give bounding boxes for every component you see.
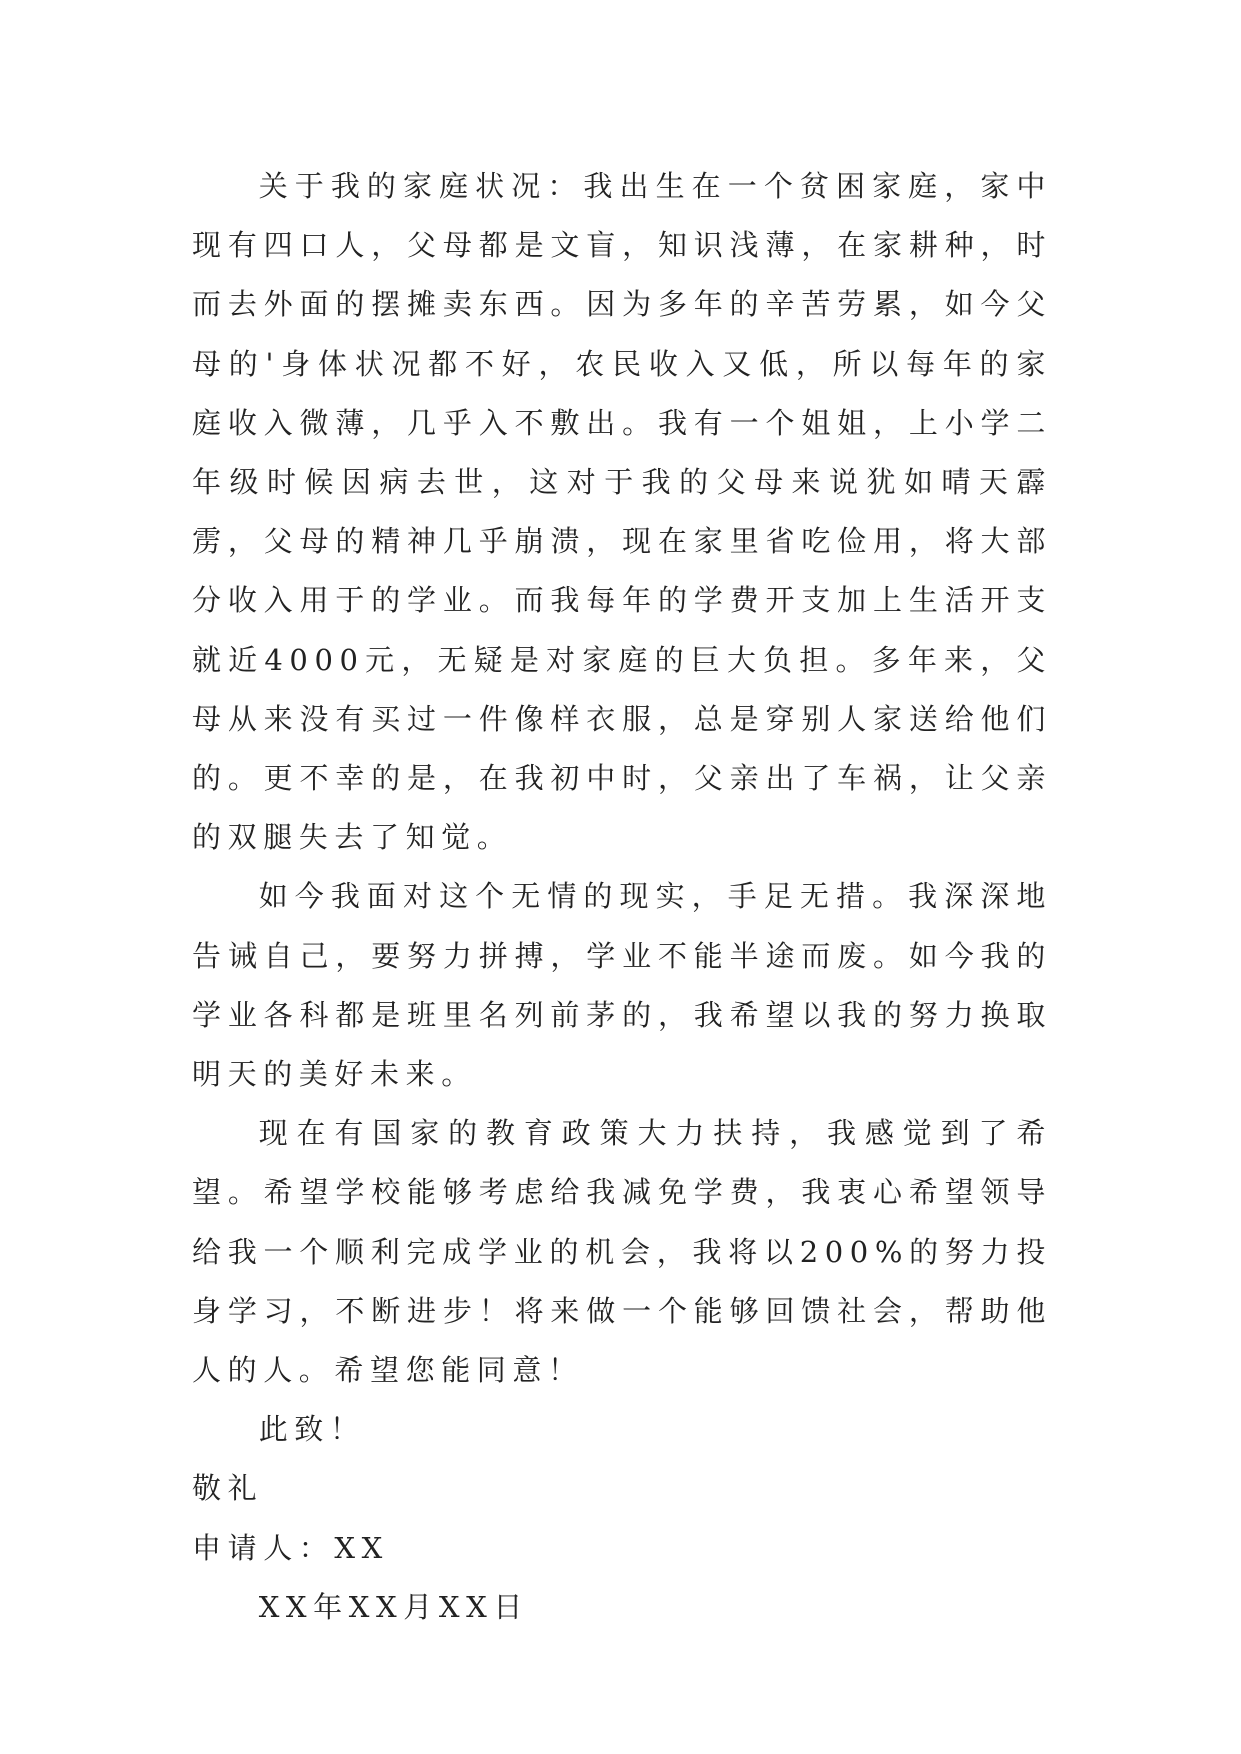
paragraph-determination: 如今我面对这个无情的现实，手足无措。我深深地告诫自己，要努力拼搏，学业不能半途而废。如今我的学业各科都是班里名列前茅的，我希望以我的努力换取明天的美好未来。 bbox=[192, 879, 1052, 1092]
paragraph-request: 现在有国家的教育政策大力扶持，我感觉到了希望。希望学校能够考虑给我减免学费，我衷心希望领导给我一个顺利完成学业的机会，我将以200%的努力投身学习，不断进步！将来做一个能够回馈社会，帮助他人的人。希望您能同意！ bbox=[192, 1116, 1052, 1388]
salutation: 敬礼 bbox=[192, 1471, 264, 1506]
paragraph-family-situation: 关于我的家庭状况：我出生在一个贫困家庭，家中现有四口人，父母都是文盲，知识浅薄，在家耕种，时而去外面的摆摊卖东西。因为多年的辛苦劳累，如今父母的'身体状况都不好，农民收入又低，所以每年的家庭收入微薄，几乎入不敷出。我有一个姐姐，上小学二年级时候因病去世，这对于我的父母来说犹如晴天霹雳，父母的精神几乎崩溃，现在家里省吃俭用，将大部分收入用于的学业。而我每年的学费开支加上生活开支就近4000元，无疑是对家庭的巨大负担。多年来，父母从来没有买过一件像样衣服，总是穿别人家送给他们的。更不幸的是，在我初中时，父亲出了车祸，让父亲的双腿失去了知觉。 bbox=[192, 169, 1052, 855]
document-page bbox=[192, 157, 1052, 1637]
applicant-line: 申请人：XX bbox=[192, 1530, 389, 1565]
closing-phrase: 此致！ bbox=[258, 1412, 366, 1447]
date-line: XX年XX月XX日 bbox=[258, 1589, 529, 1624]
